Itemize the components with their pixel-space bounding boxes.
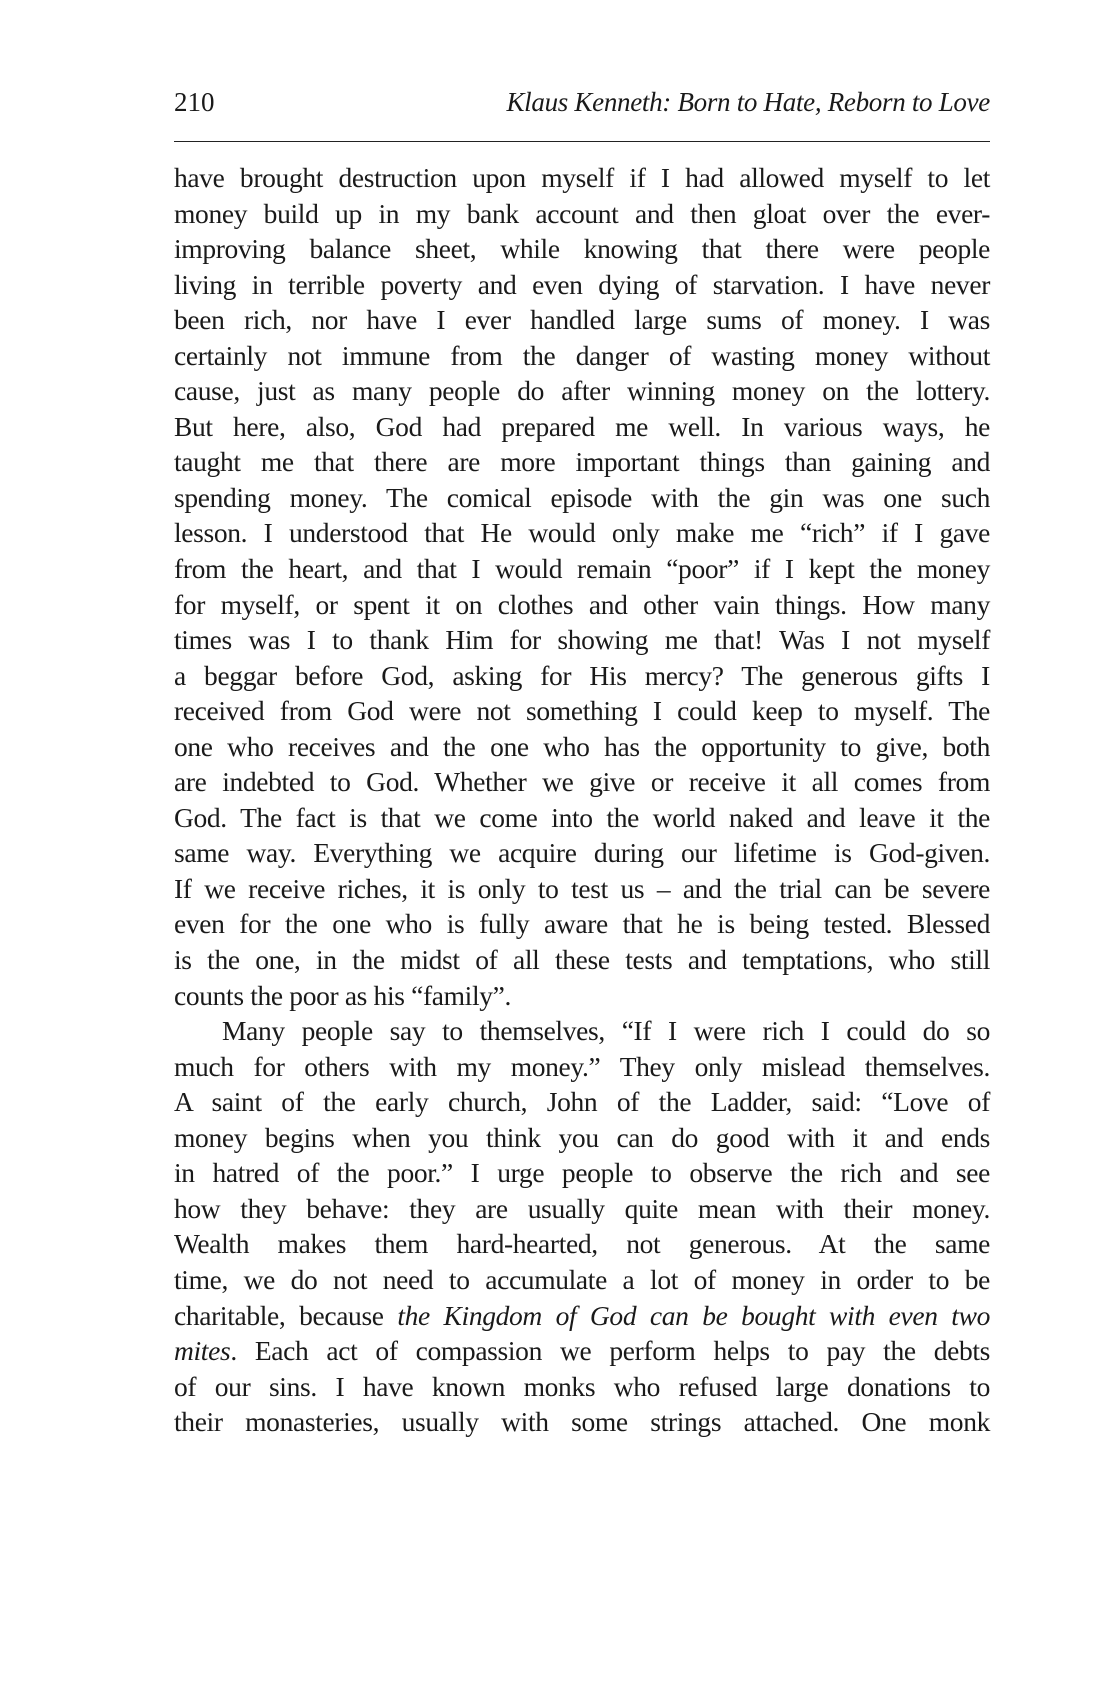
text-line: spending money. The comical episode with the gin was one such: [174, 481, 990, 513]
running-head: [174, 84, 990, 124]
text-line: in hatred of the poor.” I urge people to observe the rich and see: [174, 1157, 990, 1189]
text-line: But here, also, God had prepared me well. In various ways, he: [174, 410, 990, 442]
body-text: [174, 160, 990, 1440]
text-line: If we receive riches, it is only to test us – and the trial can be severe: [174, 872, 990, 904]
text-line: counts the poor as his “family”.: [174, 979, 512, 1011]
text-line: living in terrible poverty and even dying of starvation. I have never: [174, 268, 990, 300]
italic-phrase: mites: [174, 1335, 231, 1367]
text-line: how they behave: they are usually quite mean with their money.: [174, 1192, 990, 1224]
text-line: their monasteries, usually with some strings attached. One monk: [174, 1406, 990, 1438]
text-line: certainly not immune from the danger of wasting money without: [174, 339, 990, 371]
text-line: for myself, or spent it on clothes and other vain things. How many: [174, 588, 990, 620]
text-line: been rich, nor have I ever handled large sums of money. I was: [174, 304, 990, 336]
text-line: A saint of the early church, John of the Ladder, said: “Love of: [174, 1086, 990, 1118]
text-line: from the heart, and that I would remain “poor” if I kept the money: [174, 553, 990, 585]
text-line: received from God were not something I could keep to myself. The: [174, 695, 990, 727]
text-line: much for others with my money.” They only mislead themselves.: [174, 1050, 990, 1082]
text-run: . Each act of compassion we perform helps to pay the debts: [230, 1335, 990, 1367]
paragraph-2: [174, 1013, 990, 1440]
text-line: money build up in my bank account and then gloat over the ever-: [174, 197, 990, 229]
text-line-with-italic: [174, 1333, 990, 1369]
running-title: Klaus Kenneth: Born to Hate, Reborn to Love: [506, 87, 990, 117]
text-line: of our sins. I have known monks who refused large donations to: [174, 1370, 990, 1402]
text-line: have brought destruction upon myself if I had allowed myself to let: [174, 162, 990, 193]
text-line: even for the one who is fully aware that he is being tested. Blessed: [174, 908, 990, 940]
text-line: is the one, in the midst of all these tests and temptations, who still: [174, 944, 990, 976]
text-line-with-italic: [174, 1298, 990, 1334]
text-line: same way. Everything we acquire during our lifetime is God-given.: [174, 837, 990, 869]
text-line: times was I to thank Him for showing me that! Was I not myself: [174, 624, 990, 656]
text-line: lesson. I understood that He would only make me “rich” if I gave: [174, 517, 990, 549]
text-line: a beggar before God, asking for His mercy? The generous gifts I: [174, 659, 990, 691]
paragraph-1: [174, 160, 990, 1013]
text-line: one who receives and the one who has the opportunity to give, both: [174, 730, 990, 762]
text-line: Wealth makes them hard-hearted, not generous. At the same: [174, 1228, 990, 1260]
header-rule: [174, 141, 990, 142]
text-run: charitable, because: [174, 1299, 398, 1331]
text-line: money begins when you think you can do good with it and ends: [174, 1121, 990, 1153]
text-line: time, we do not need to accumulate a lot of money in order to be: [174, 1263, 990, 1295]
text-line: improving balance sheet, while knowing that there were people: [174, 233, 990, 265]
text-line: Many people say to themselves, “If I were rich I could do so: [222, 1015, 990, 1047]
text-line: cause, just as many people do after winning money on the lottery.: [174, 375, 990, 407]
text-line: God. The fact is that we come into the world naked and leave it the: [174, 801, 990, 833]
italic-phrase: the Kingdom of God can be bought with even two: [397, 1299, 990, 1331]
page-number: 210: [174, 87, 215, 117]
text-line: are indebted to God. Whether we give or receive it all comes from: [174, 766, 990, 798]
text-line: taught me that there are more important things than gaining and: [174, 446, 990, 478]
